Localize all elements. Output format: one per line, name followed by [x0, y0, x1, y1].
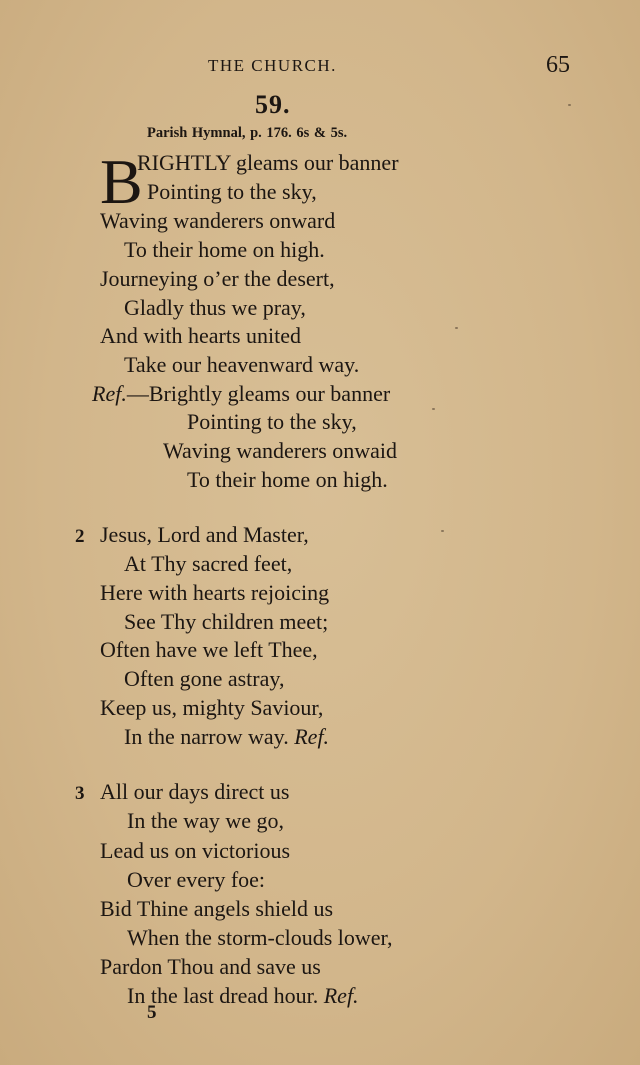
verse-line: Pointing to the sky,: [187, 409, 357, 434]
verse-line: Take our heavenward way.: [124, 352, 360, 377]
verse-line: Jesus, Lord and Master,: [100, 522, 309, 547]
hymn-number: 59.: [255, 90, 291, 119]
verse-line-with-ref: [124, 724, 329, 750]
verse-line: Often have we left Thee,: [100, 637, 318, 662]
verse-line: Often gone astray,: [124, 666, 285, 691]
verse-line: —Brightly gleams our banner: [126, 381, 391, 406]
stanza-number: 3: [75, 783, 85, 804]
verse-line: All our days direct us: [100, 779, 290, 804]
verse-line: Gladly thus we pray,: [124, 295, 306, 320]
verse-line: At Thy sacred feet,: [124, 551, 293, 576]
verse-line: And with hearts united: [100, 323, 302, 348]
stanza-number: 2: [75, 526, 85, 547]
verse-line: Pointing to the sky,: [147, 179, 317, 204]
verse-line: To their home on high.: [187, 467, 388, 492]
verse-line-with-ref: [127, 983, 359, 1009]
tune-info: Parish Hymnal, p. 176. 6s & 5s.: [147, 125, 348, 141]
verse-line: Here with hearts rejoicing: [100, 580, 330, 605]
verse-line: When the storm-clouds lower,: [127, 925, 393, 950]
verse-line: Keep us, mighty Saviour,: [100, 695, 324, 720]
running-head: THE CHURCH.: [208, 56, 337, 75]
verse-line: In the last dread hour.: [127, 983, 319, 1008]
verse-line: Pardon Thou and save us: [100, 954, 321, 979]
paper-speck: [441, 530, 444, 532]
verse-line: In the narrow way.: [124, 724, 289, 749]
page-number: 65: [546, 52, 570, 78]
verse-line: Over every foe:: [127, 867, 266, 892]
verse-line: Lead us on victorious: [100, 838, 291, 863]
verse-line: Journeying o’er the desert,: [100, 266, 335, 291]
refrain-first-line: [92, 381, 390, 407]
verse-line: In the way we go,: [127, 808, 285, 833]
paper-speck: [432, 408, 435, 410]
paper-speck: [455, 327, 458, 329]
signature-mark: 5: [147, 1002, 157, 1023]
verse-line: Waving wanderers onward: [100, 208, 336, 233]
verse-line: Waving wanderers onwaid: [163, 438, 398, 463]
refrain-label: Ref.: [92, 381, 127, 406]
verse-line: To their home on high.: [124, 237, 325, 262]
paper-speck: [568, 104, 571, 106]
refrain-reference: Ref.: [294, 724, 330, 749]
verse-line: See Thy children meet;: [124, 609, 329, 634]
verse-line: RIGHTLY gleams our banner: [137, 150, 399, 175]
refrain-reference: Ref.: [323, 983, 359, 1008]
drop-cap: B: [100, 146, 143, 217]
verse-line: Bid Thine angels shield us: [100, 896, 334, 921]
